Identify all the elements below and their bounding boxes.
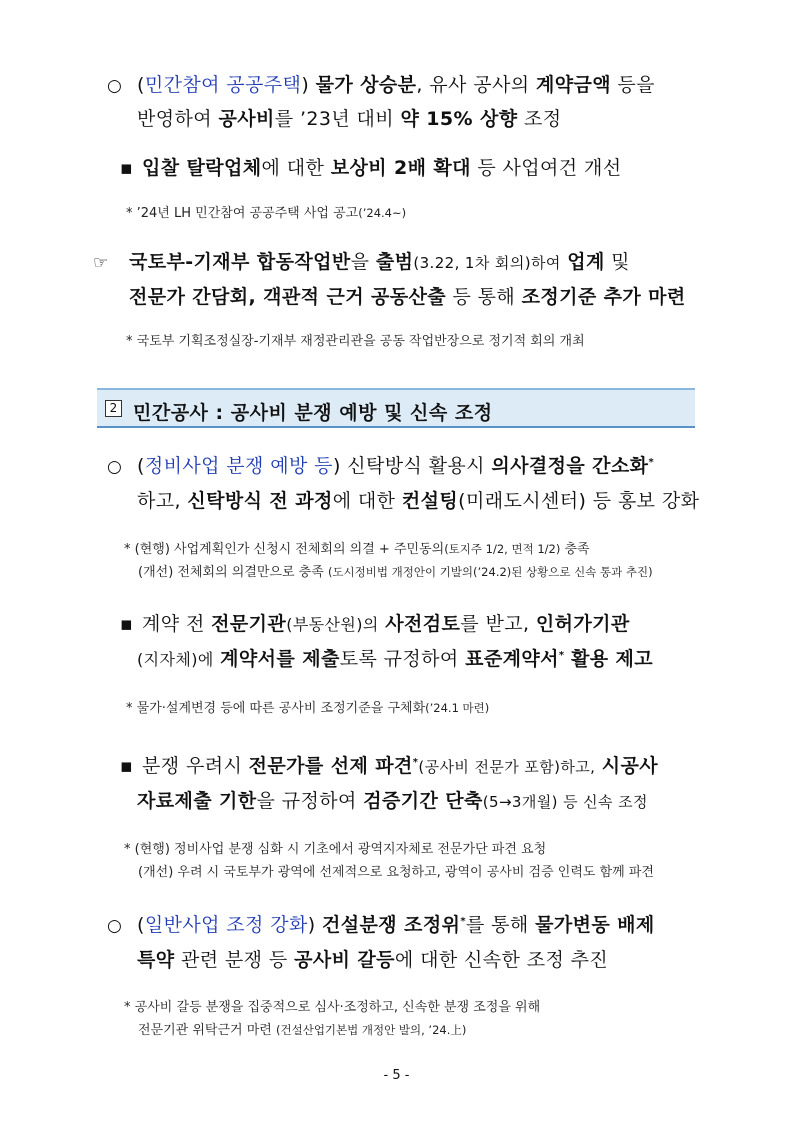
emphasis: 자료제출 기한 bbox=[137, 790, 257, 812]
text: (5→3개월) 등 신속 조정 bbox=[482, 793, 648, 811]
bullet-maintenance-line2 bbox=[137, 492, 699, 511]
circle-bullet-icon: ○ bbox=[107, 457, 123, 477]
emphasis: 인허가기관 bbox=[535, 613, 630, 635]
text: (지자체)에 bbox=[137, 650, 214, 669]
bullet-maintenance-line1 bbox=[107, 457, 654, 476]
emphasis: 전문가 간담회, 객관적 근거 공동산출 bbox=[129, 286, 446, 308]
emphasis: 검증기간 단축 bbox=[363, 790, 483, 812]
topic-tag: 정비사업 분쟁 예방 등 bbox=[144, 455, 333, 477]
topic-tag: 민간참여 공공주택 bbox=[144, 74, 302, 96]
emphasis: 계약금액 bbox=[535, 74, 611, 96]
emphasis: 건설분쟁 조정위 bbox=[322, 914, 461, 936]
text: 를 받고, bbox=[460, 613, 530, 635]
text: 및 bbox=[611, 251, 630, 273]
text: 에 대한 bbox=[332, 490, 396, 512]
emphasis: 출범 bbox=[375, 251, 414, 273]
text: (개선) 전체회의 의결만으로 충족 bbox=[138, 565, 324, 580]
text: (토지주 1/2, 면적 1/2) bbox=[444, 542, 561, 556]
section-header bbox=[97, 388, 695, 428]
square-bullet-icon: ▪ bbox=[120, 157, 134, 179]
emphasis: 계약서를 제출 bbox=[220, 648, 340, 670]
emphasis: 공사비 갈등 bbox=[294, 949, 395, 971]
emphasis: 활용 제고 bbox=[571, 648, 654, 670]
emphasis: 약 15% 상향 bbox=[400, 108, 518, 130]
pointing-hand-icon: ☞ bbox=[93, 253, 109, 273]
text: 조정 bbox=[523, 108, 562, 130]
footnote-lh-notice bbox=[126, 207, 406, 220]
text: 신탁방식 활용시 bbox=[347, 455, 485, 477]
footnote-legal-basis bbox=[138, 1024, 466, 1037]
text: 반영하여 bbox=[137, 108, 213, 130]
emphasis: 입찰 탈락업체 bbox=[142, 157, 262, 179]
text: * (현행) 사업계획인가 신청시 전체회의 의결 + 주민동의 bbox=[124, 542, 445, 557]
text: 등 사업여건 개선 bbox=[477, 157, 622, 179]
text: , 유사 공사의 bbox=[416, 74, 530, 96]
footnote-marker: * bbox=[412, 757, 419, 768]
text: 분쟁 우려시 bbox=[142, 755, 243, 777]
page-number: - 5 - bbox=[383, 1068, 410, 1083]
text: * 국토부 기획조정실장-기재부 재정관리관을 공동 작업반장으로 정기적 회의 개최 bbox=[126, 334, 585, 349]
text: 관련 분쟁 등 bbox=[180, 949, 288, 971]
emphasis: 물가 상승분 bbox=[315, 74, 417, 96]
footnote-price-adjust bbox=[126, 702, 489, 715]
footnote-marker: * bbox=[558, 650, 565, 661]
text: 에 대한 신속한 조정 추진 bbox=[394, 949, 609, 971]
text: (공사비 전문가 포함)하고, bbox=[418, 758, 596, 776]
text: * ’24년 LH 민간참여 공공주택 사업 공고 bbox=[126, 206, 359, 221]
emphasis: 업계 bbox=[567, 251, 605, 273]
text: (도시정비법 개정안이 기발의(’24.2)된 상황으로 신속 통과 추진) bbox=[327, 565, 653, 579]
sub-bullet-expert-dispatch-line1 bbox=[120, 757, 658, 776]
emphasis: 전문가를 선제 파견 bbox=[248, 755, 413, 777]
emphasis: 국토부-기재부 합동작업반 bbox=[129, 251, 351, 273]
paren: ( bbox=[137, 914, 145, 936]
square-bullet-icon: ▪ bbox=[120, 755, 134, 777]
bullet-public-housing-line2 bbox=[137, 110, 561, 129]
bullet-general-mediation-line2 bbox=[137, 951, 608, 970]
text: 계약 전 bbox=[142, 613, 205, 635]
text: 하고, bbox=[137, 490, 181, 512]
emphasis: 조정기준 추가 마련 bbox=[521, 286, 686, 308]
emphasis: 공사비 bbox=[218, 108, 275, 130]
text: 토록 규정하여 bbox=[339, 648, 459, 670]
emphasis: 물가변동 배제 bbox=[535, 914, 655, 936]
text: 충족 bbox=[564, 542, 590, 557]
topic-tag: 일반사업 조정 강화 bbox=[144, 914, 308, 936]
paren: ) bbox=[301, 74, 310, 96]
paren: ( bbox=[137, 74, 145, 96]
emphasis: 사전검토 bbox=[385, 613, 461, 635]
text: 을 규정하여 bbox=[256, 790, 357, 812]
emphasis: 보상비 2배 확대 bbox=[330, 157, 471, 179]
bullet-public-housing-line1 bbox=[107, 76, 655, 95]
footnote-dispatch-current bbox=[124, 843, 546, 856]
paren: ) bbox=[332, 455, 341, 477]
emphasis: 신탁방식 전 과정 bbox=[187, 490, 333, 512]
sub-bullet-contract-review-line1 bbox=[120, 615, 630, 634]
emphasis: 시공사 bbox=[601, 755, 659, 777]
footnote-dispute-review bbox=[124, 1001, 540, 1014]
text: 에 대한 bbox=[261, 157, 325, 179]
pointer-bullet-task-force-line1 bbox=[93, 253, 630, 272]
text: 등을 bbox=[617, 74, 655, 96]
text: * 물가·설계변경 등에 따른 공사비 조정기준을 구체화 bbox=[126, 701, 426, 716]
text: 를 ’23년 대비 bbox=[274, 108, 395, 130]
circle-bullet-icon: ○ bbox=[107, 916, 123, 936]
sub-bullet-expert-dispatch-line2 bbox=[137, 792, 648, 811]
text: (’24.4~) bbox=[358, 206, 407, 220]
footnote-approval-improved bbox=[138, 566, 653, 579]
square-bullet-icon: ▪ bbox=[120, 613, 134, 635]
section-number-box: 2 bbox=[105, 400, 122, 417]
text: 등 통해 bbox=[452, 286, 516, 308]
pointer-bullet-task-force-line2 bbox=[129, 288, 686, 307]
text: * 공사비 갈등 분쟁을 집중적으로 심사·조정하고, 신속한 분쟁 조정을 위해 bbox=[124, 1000, 541, 1015]
section-title: 민간공사 : 공사비 분쟁 예방 및 신속 조정 bbox=[133, 402, 493, 424]
emphasis: 표준계약서 bbox=[465, 648, 559, 670]
circle-bullet-icon: ○ bbox=[107, 76, 123, 96]
text: (3.22, 1차 회의)하여 bbox=[413, 254, 561, 272]
footnote-approval-current bbox=[124, 543, 590, 556]
text: 을 bbox=[350, 251, 370, 273]
emphasis: 특약 bbox=[137, 949, 175, 971]
text: * (현행) 정비사업 분쟁 심화 시 기초에서 광역지자체로 전문가단 파견 요청 bbox=[124, 842, 547, 857]
text: (미래도시센터) 등 홍보 강화 bbox=[458, 490, 700, 512]
footnote-dispatch-improved bbox=[138, 866, 654, 879]
emphasis: 의사결정을 간소화 bbox=[491, 455, 649, 477]
footnote-cochairs bbox=[126, 335, 585, 348]
sub-bullet-contract-review-line2 bbox=[137, 650, 653, 669]
footnote-marker: * bbox=[648, 457, 655, 468]
text: 를 통해 bbox=[465, 914, 529, 936]
text: (부동산원)의 bbox=[286, 615, 379, 634]
text: 전문기관 위탁근거 마련 bbox=[138, 1023, 272, 1038]
paren: ( bbox=[137, 455, 145, 477]
paren: ) bbox=[307, 914, 316, 936]
emphasis: 컨설팅 bbox=[401, 490, 459, 512]
emphasis: 전문기관 bbox=[211, 613, 287, 635]
text: (개선) 우려 시 국토부가 광역에 선제적으로 요청하고, 광역이 공사비 검증 인력도 함께 파견 bbox=[138, 865, 654, 880]
sub-bullet-compensation bbox=[120, 159, 622, 178]
bullet-general-mediation-line1 bbox=[107, 916, 655, 935]
text: (’24.1 마련) bbox=[425, 701, 490, 715]
footnote-marker: * bbox=[460, 916, 466, 927]
text: (건설산업기본법 개정안 발의, ’24.上) bbox=[276, 1023, 467, 1037]
